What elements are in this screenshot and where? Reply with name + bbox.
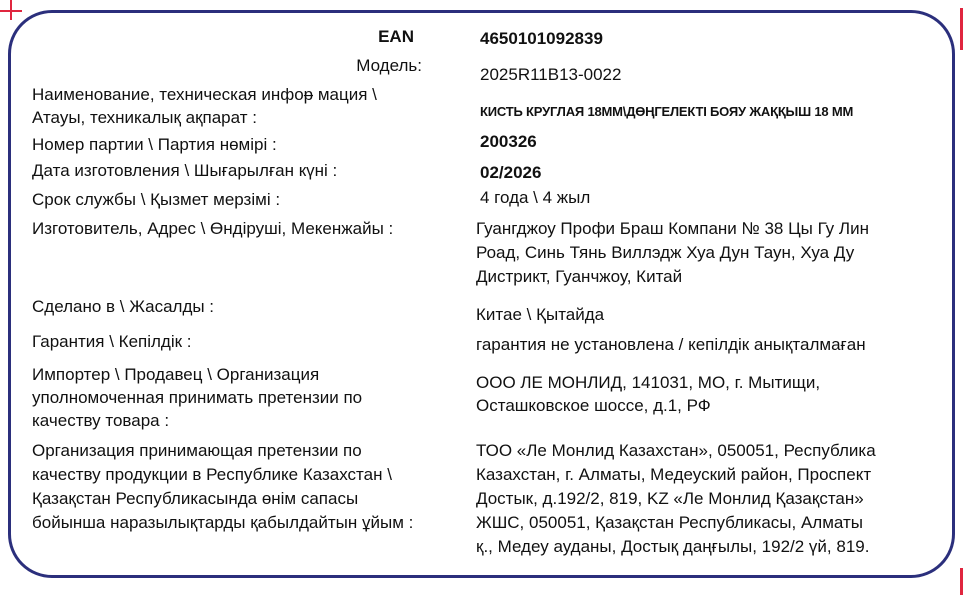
kz-org-value-line: Достык, д.192/2, 819, KZ «Ле Монлид Қазақстан» xyxy=(476,489,864,508)
name-label-line: Атауы, техникалық ақпарат : xyxy=(32,108,257,127)
date-label: Дата изготовления \ Шығарылған күні : xyxy=(32,161,338,180)
name-value: КИСТЬ КРУГЛАЯ 18ММ\ДӨҢГЕЛЕКТІ БОЯУ ЖАҚҚЫШ 18 ММ xyxy=(480,104,854,119)
maker-value-line: Роад, Синь Тянь Виллэдж Хуа Дун Таун, Хуа Ду xyxy=(476,243,855,262)
warranty-value: гарантия не установлена / кепілдік анықталмаған xyxy=(476,335,866,354)
made-in-label: Сделано в \ Жасалды : xyxy=(32,297,215,316)
ean-label: EAN xyxy=(378,27,414,46)
kz-org-value-line: ЖШС, 050051, Қазақстан Республикасы, Алматы xyxy=(476,513,863,532)
made-in-value: Китае \ Қытайда xyxy=(476,305,605,324)
maker-value-line: Дистрикт, Гуанчжоу, Китай xyxy=(476,267,683,286)
maker-label: Изготовитель, Адрес \ Өндіруші, Мекенжайы : xyxy=(32,219,394,238)
warranty-label: Гарантия \ Кепілдік : xyxy=(32,332,192,351)
batch-value: 200326 xyxy=(480,132,537,151)
kz-org-label-line: Организация принимающая претензии по xyxy=(32,441,362,460)
kz-org-value-line: қ., Медеу ауданы, Достық даңғылы, 192/2 үй, 819. xyxy=(476,537,870,556)
kz-org-label-line: бойынша наразылықтарды қабылдайтын ұйым : xyxy=(32,513,414,532)
importer-value-line: Осташковское шоссе, д.1, РФ xyxy=(476,396,711,415)
service-label: Срок службы \ Қызмет мерзімі : xyxy=(32,190,281,209)
name-label-line: Наименование, техническая инфоᵽ мация \ xyxy=(32,85,377,104)
importer-value-line: ООО ЛЕ МОНЛИД, 141031, МО, г. Мытищи, xyxy=(476,373,821,392)
kz-org-value-line: ТОО «Ле Монлид Казахстан», 050051, Республика xyxy=(476,441,876,460)
model-label: Модель: xyxy=(356,56,422,75)
kz-org-label-line: Қазақстан Республикасында өнім сапасы xyxy=(32,489,359,508)
model-value: 2025R11B13-0022 xyxy=(480,65,622,84)
kz-org-label-line: качеству продукции в Республике Казахстан \ xyxy=(32,465,392,484)
maker-value-line: Гуангджоу Профи Браш Компани № 38 Цы Гу Лин xyxy=(476,219,869,238)
ean-value: 4650101092839 xyxy=(480,29,603,48)
date-value: 02/2026 xyxy=(480,163,542,182)
importer-label-line: Импортер \ Продавец \ Организация xyxy=(32,365,320,384)
importer-label-line: качеству товара : xyxy=(32,411,170,430)
service-value: 4 года \ 4 жыл xyxy=(480,188,591,207)
batch-label: Номер партии \ Партия нөмірі : xyxy=(32,135,277,154)
kz-org-value-line: Казахстан, г. Алматы, Медеуский район, Проспект xyxy=(476,465,872,484)
importer-label-line: уполномоченная принимать претензии по xyxy=(32,388,363,407)
crop-mark xyxy=(10,0,12,20)
